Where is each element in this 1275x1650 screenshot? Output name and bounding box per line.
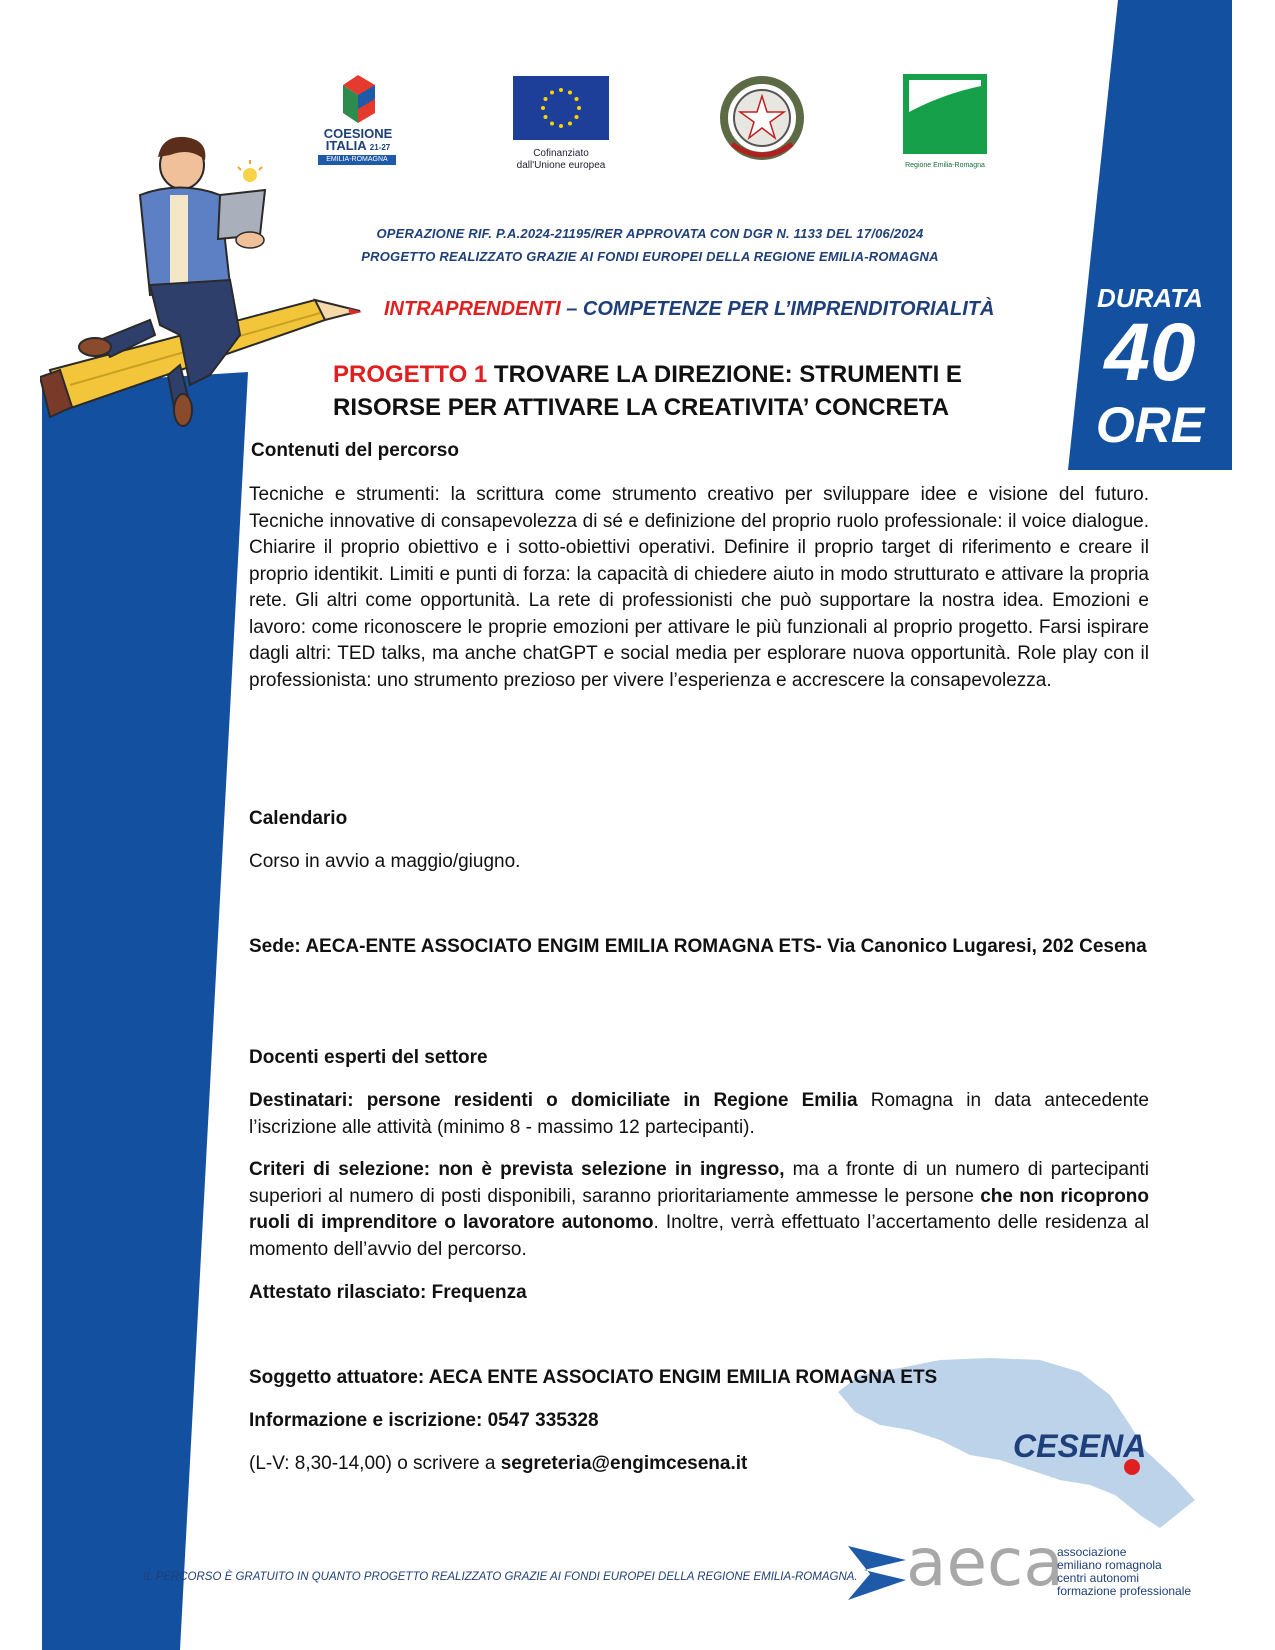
- criteri-bold-2: che non ricoprono ruoli di imprenditore o lavoratore autonomo: [249, 1185, 1150, 1233]
- regione-caption: Regione Emilia-Romagna: [905, 162, 985, 169]
- durata-label: DURATA: [1097, 283, 1203, 313]
- soggetto-attuatore: Soggetto attuatore: AECA ENTE ASSOCIATO ENGIM EMILIA ROMAGNA ETS: [249, 1367, 938, 1388]
- aeca-line3: centri autonomi: [1057, 1571, 1140, 1585]
- repubblica-emblem-logo: [718, 74, 806, 166]
- durata-number: 40: [1104, 307, 1196, 398]
- info-iscrizione: Informazione e iscrizione: 0547 335328: [249, 1410, 599, 1431]
- coesione-years: 21-27: [369, 143, 391, 152]
- project-title-line2: RISORSE PER ATTIVARE LA CREATIVITA’ CONCRETA: [333, 394, 950, 421]
- contenuti-body: Tecniche e strumenti: la scrittura come strumento creativo per sviluppare idee e visione del futuro. Tecniche innovative di consapevolezza di sé e definizione del proprio ruolo professionale: il voice dialogue. Chiarire il proprio obiettivo e i sotto-obiettivi operativi. Definire il proprio target di riferimento e creare il proprio identikit. Limiti e punti di forza: la capacità di chiedere aiuto in modo strutturato e attivare la propria rete. Gli altri come opportunità. La rete di professionisti che può supportare la nostra idea. Emozioni e lavoro: come riconoscere le proprie emozioni per attivare le più funzionali al proprio progetto. Farsi ispirare dagli altri: TED talks, ma anche chatGPT e social media per esplorare nuova opportunità. Role play con il professionista: uno strumento prezioso per vivere l’esperienza e accrescere la consapevolezza.: [249, 484, 1149, 691]
- eu-stars-icon: [513, 76, 609, 140]
- docenti-heading: Docenti esperti del settore: [249, 1047, 488, 1068]
- regione-emilia-romagna-logo: [903, 74, 987, 154]
- aeca-subtitle: [1057, 1546, 1191, 1598]
- project-title: [333, 358, 1073, 424]
- destinatari-text: Romagna in data antecedente l’iscrizione alle attività (minimo 8 - massimo 12 partecipanti).: [249, 1090, 1150, 1138]
- aeca-bird-icon: [848, 1546, 906, 1602]
- coesione-italia-logo: [313, 73, 403, 173]
- person-on-pencil-illustration: [40, 135, 370, 435]
- left-blue-band: [42, 372, 248, 1650]
- destinatari-paragraph: [249, 1088, 1149, 1141]
- calendario-heading: Calendario: [249, 808, 348, 829]
- email-link[interactable]: segreteria@engimcesena.it: [500, 1453, 748, 1474]
- destinatari-bold: Destinatari: persone residenti o domiciliate in Regione Emilia: [249, 1090, 858, 1111]
- orari-text: (L-V: 8,30-14,00) o scrivere a: [249, 1453, 501, 1474]
- attestato: Attestato rilasciato: Frequenza: [249, 1282, 527, 1303]
- calendario-body: Corso in avvio a maggio/giugno.: [249, 851, 521, 872]
- program-title-dash: –: [560, 298, 583, 320]
- criteri-paragraph: [249, 1157, 1149, 1263]
- criteri-text-1: ma a fronte di un numero di partecipanti superiori al numero di posti disponibili, saranno prioritariamente ammesse le persone: [249, 1159, 1150, 1207]
- regione-mark-icon: [903, 74, 987, 154]
- map-city-label: CESENA: [1013, 1428, 1147, 1464]
- criteri-bold-1: Criteri di selezione: non è prevista selezione in ingresso,: [249, 1159, 785, 1180]
- project-funding-line: PROGETTO REALIZZATO GRAZIE AI FONDI EUROPEI DELLA REGIONE EMILIA-ROMAGNA: [361, 249, 939, 264]
- aeca-wordmark: aeca: [906, 1524, 1064, 1601]
- contenuti-heading: Contenuti del percorso: [251, 440, 459, 461]
- operation-reference: OPERAZIONE RIF. P.A.2024-21195/RER APPROVATA CON DGR N. 1133 DEL 17/06/2024: [376, 226, 924, 241]
- program-title-red: INTRAPRENDENTI: [384, 298, 561, 320]
- criteri-text-2: . Inoltre, verrà effettuato l’accertamento delle residenza al momento dell’avvio del percorso.: [249, 1212, 1150, 1260]
- eu-caption-line1: Cofinanziato: [533, 148, 589, 159]
- footer-notice: IL PERCORSO È GRATUITO IN QUANTO PROGETTO REALIZZATO GRAZIE AI FONDI EUROPEI DELLA REGIONE EMILIA-ROMAGNA.: [143, 1571, 858, 1583]
- coesione-region: EMILIA-ROMAGNA: [318, 155, 396, 165]
- project-title-line1: TROVARE LA DIREZIONE: STRUMENTI E: [487, 361, 962, 388]
- aeca-line4: formazione professionale: [1057, 1584, 1192, 1598]
- program-title-blue: COMPETENZE PER L’IMPRENDITORIALITÀ: [582, 298, 995, 320]
- eu-caption-line2: dall'Unione europea: [516, 160, 606, 171]
- program-title: [384, 298, 994, 321]
- aeca-line1: associazione: [1057, 1545, 1127, 1559]
- durata-unit: ORE: [1095, 397, 1205, 453]
- eu-flag-logo: [513, 76, 609, 140]
- sede-address: Sede: AECA-ENTE ASSOCIATO ENGIM EMILIA ROMAGNA ETS- Via Canonico Lugaresi, 202 Cesena: [249, 936, 1147, 957]
- coesione-mark-icon: [313, 73, 403, 125]
- project-title-prefix: PROGETTO 1: [333, 361, 488, 388]
- coesione-line2: ITALIA: [325, 138, 367, 153]
- aeca-line2: emiliano romagnola: [1057, 1558, 1162, 1572]
- coesione-line1: COESIONE: [323, 126, 393, 141]
